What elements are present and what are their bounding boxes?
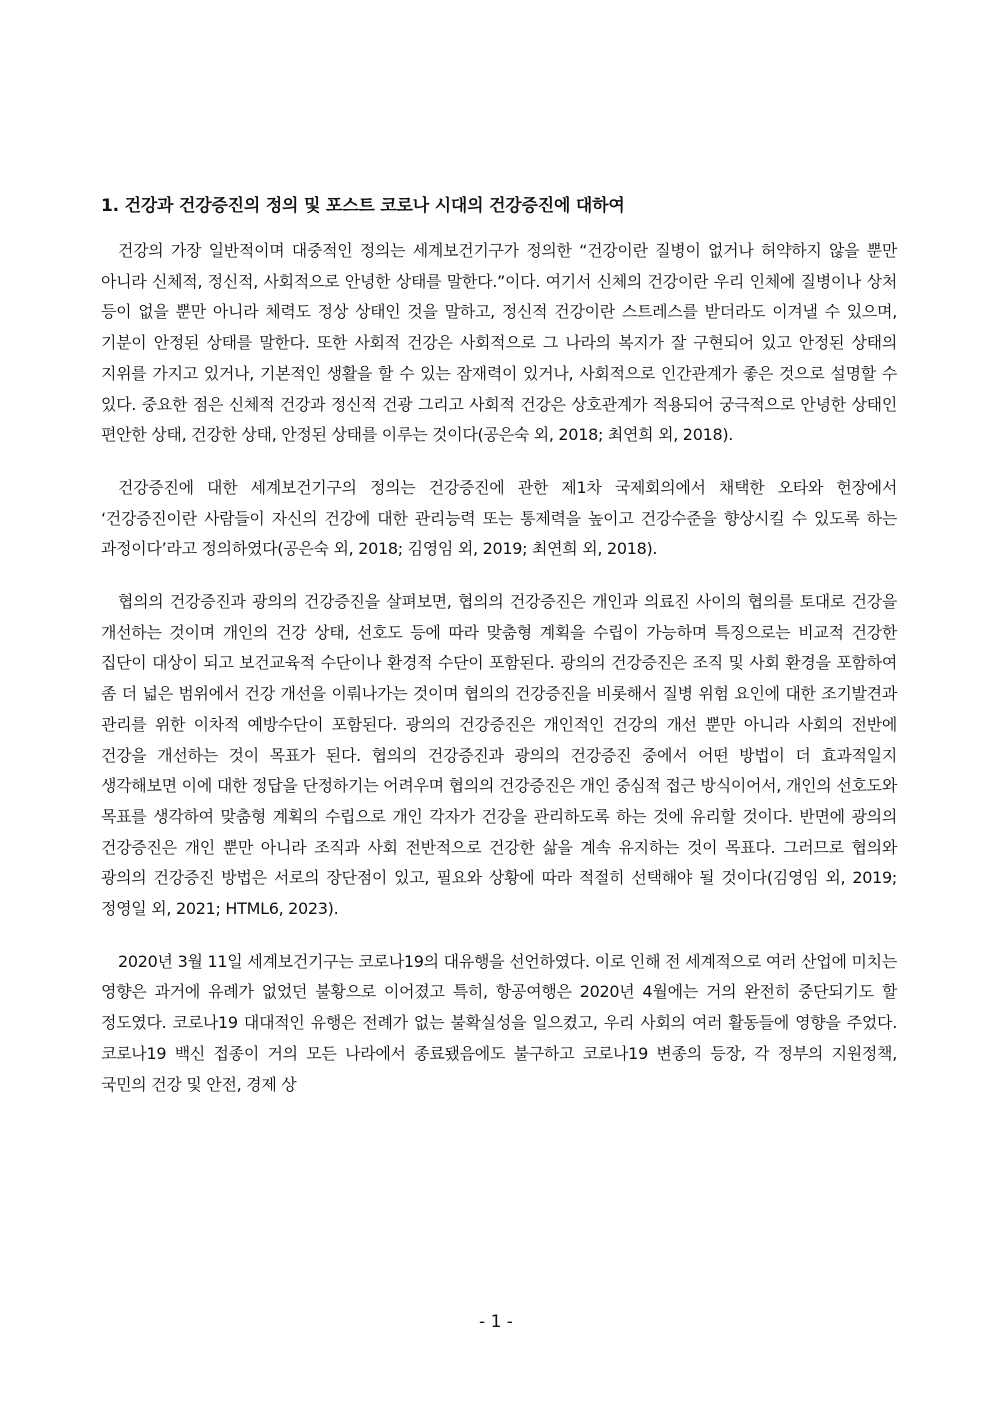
section-heading: 1. 건강과 건강증진의 정의 및 포스트 코로나 시대의 건강증진에 대하여	[101, 196, 625, 216]
paragraph-narrow-broad-promotion: 협의의 건강증진과 광의의 건강증진을 살펴보면, 협의의 건강증진은 개인과 의료진 사이의 협의를 토대로 건강을 개선하는 것이며 개인의 건강 상태, 선호도 등에 따라 맞춤형 계획을 수립이 가능하며 특징으로는 비교적 건강한 집단이 대상이 되고 보건교육적 수단이나 환경적 수단이 포함된다. 광의의 건강증진은 조직 및 사회 환경을 포함하여 좀 더 넓은 범위에서 건강 개선을 이뤄나가는 것이며 협의의 건강증진을 비롯해서 질병 위험 요인에 대한 조기발견과 관리를 위한 이차적 예방수단이 포함된다. 광의의 건강증진은 개인적인 건강의 개선 뿐만 아니라 사회의 전반에 건강을 개선하는 것이 목표가 된다. 협의의 건강증진과 광의의 건강증진 중에서 어떤 방법이 더 효과적일지 생각해보면 이에 대한 정답을 단정하기는 어려우며 협의의 건강증진은 개인 중심적 접근 방식이어서, 개인의 선호도와 목표를 생각하여 맞춤형 계획의 수립으로 개인 각자가 건강을 관리하도록 하는 것에 유리할 것이다. 반면에 광의의 건강증진은 개인 뿐만 아니라 조직과 사회 전반적으로 건강한 삶을 계속 유지하는 것이 목표다. 그러므로 협의와 광의의 건강증진 방법은 서로의 장단점이 있고, 필요와 상황에 따라 적절히 선택해야 될 것이다(김영임 외, 2019; 정영일 외, 2021; HTML6, 2023).	[101, 592, 897, 919]
page-number: - 1 -	[479, 1312, 513, 1332]
paragraph-health-promotion-definition: 건강증진에 대한 세계보건기구의 정의는 건강증진에 관한 제1차 국제회의에서 채택한 오타와 헌장에서 ‘건강증진이란 사람들이 자신의 건강에 대한 관리능력 또는 통제력을 높이고 건강수준을 향상시킬 수 있도록 하는 과정이다’라고 정의하였다(공은숙 외, 2018; 김영임 외, 2019; 최연희 외, 2018).	[101, 477, 897, 559]
document-body	[101, 192, 897, 1122]
paragraph-health-definition: 건강의 가장 일반적이며 대중적인 정의는 세계보건기구가 정의한 “건강이란 질병이 없거나 허약하지 않을 뿐만 아니라 신체적, 정신적, 사회적으로 안녕한 상태를 말한다.”이다. 여기서 신체의 건강이란 우리 인체에 질병이나 상처 등이 없을 뿐만 아니라 체력도 정상 상태인 것을 말하고, 정신적 건강이란 스트레스를 받더라도 이겨낼 수 있으며, 기분이 안정된 상태를 말한다. 또한 사회적 건강은 사회적으로 그 나라의 복지가 잘 구현되어 있고 안정된 상태의 지위를 가지고 있거나, 기본적인 생활을 할 수 있는 잠재력이 있거나, 사회적으로 인간관계가 좋은 것으로 설명할 수 있다. 중요한 점은 신체적 건강과 정신적 건광 그리고 사회적 건강은 상호관계가 적용되어 궁극적으로 안녕한 상태인 편안한 상태, 건강한 상태, 안정된 상태를 이루는 것이다(공은숙 외, 2018; 최연희 외, 2018).	[101, 241, 897, 445]
paragraph-covid19: 2020년 3월 11일 세계보건기구는 코로나19의 대유행을 선언하였다. 이로 인해 전 세계적으로 여러 산업에 미치는 영향은 과거에 유례가 없었던 불황으로 이어졌고 특히, 항공여행은 2020년 4월에는 거의 완전히 중단되기도 할 정도였다. 코로나19 대대적인 유행은 전례가 없는 불확실성을 일으켰고, 우리 사회의 여러 활동들에 영향을 주었다. 코로나19 백신 접종이 거의 모든 나라에서 종료됐음에도 불구하고 코로나19 변종의 등장, 각 정부의 지원정책, 국민의 건강 및 안전, 경제 상	[101, 951, 897, 1094]
